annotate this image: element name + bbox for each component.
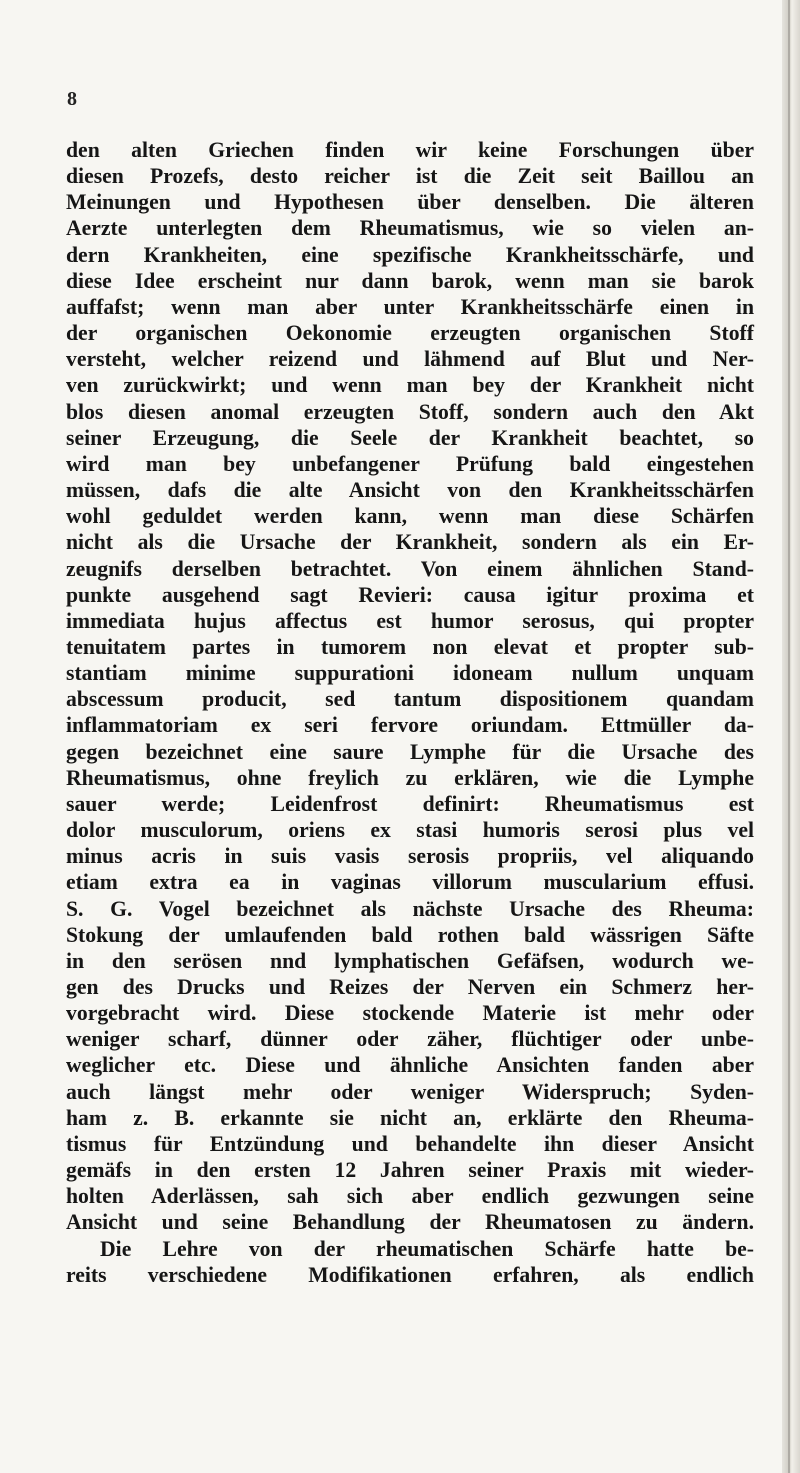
text-line: wird man bey unbefangener Prüfung bald eingestehen — [66, 451, 754, 476]
body-text — [66, 137, 754, 1288]
text-line: in den serösen nnd lymphatischen Gefäfsen, wodurch we- — [66, 948, 754, 973]
text-line: punkte ausgehend sagt Revieri: causa igitur proxima et — [66, 582, 754, 607]
text-line: tenuitatem partes in tumorem non elevat et propter sub- — [66, 634, 754, 659]
text-line: Ansicht und seine Behandlung der Rheumatosen zu ändern. — [66, 1210, 754, 1235]
text-line: reits verschiedene Modifikationen erfahren, als endlich — [66, 1262, 754, 1287]
text-line: dern Krankheiten, eine spezifische Krankheitsschärfe, und — [66, 242, 754, 267]
text-line: gen des Drucks und Reizes der Nerven ein Schmerz her- — [66, 975, 754, 999]
text-line: auffafst; wenn man aber unter Krankheitsschärfe einen in — [66, 294, 754, 319]
text-line: Rheumatismus, ohne freylich zu erklären, wie die Lymphe — [66, 765, 754, 790]
page-edge-shadow — [782, 0, 800, 1473]
page-number: 8 — [67, 88, 77, 110]
text-line: inflammatoriam ex seri fervore oriundam. Ettmüller da- — [66, 713, 754, 738]
text-line: stantiam minime suppurationi idoneam nullum unquam — [66, 661, 754, 686]
text-line: den alten Griechen finden wir keine Forschungen über — [66, 138, 754, 162]
page-edge-line — [788, 0, 790, 1473]
text-line: der organischen Oekonomie erzeugten organischen Stoff — [66, 321, 754, 346]
text-line: Stokung der umlaufenden bald rothen bald wässrigen Säfte — [66, 922, 754, 947]
text-line: diesen Prozefs, desto reicher ist die Zeit seit Baillou an — [66, 164, 754, 189]
text-line: blos diesen anomal erzeugten Stoff, sondern auch den Akt — [66, 399, 754, 424]
text-line: vorgebracht wird. Diese stockende Materie ist mehr oder — [66, 1001, 754, 1026]
text-line: gegen bezeichnet eine saure Lymphe für die Ursache des — [66, 739, 754, 764]
text-line: diese Idee erscheint nur dann barok, wenn man sie barok — [66, 268, 754, 293]
text-line: holten Aderlässen, sah sich aber endlich gezwungen seine — [66, 1184, 754, 1209]
text-line: versteht, welcher reizend und lähmend auf Blut und Ner- — [66, 347, 754, 372]
text-line: weglicher etc. Diese und ähnliche Ansichten fanden aber — [66, 1053, 754, 1078]
text-line: zeugnifs derselben betrachtet. Von einem ähnlichen Stand- — [66, 556, 754, 581]
text-line: ven zurückwirkt; und wenn man bey der Krankheit nicht — [66, 373, 754, 398]
text-line: Aerzte unterlegten dem Rheumatismus, wie so vielen an- — [66, 216, 754, 241]
text-line: immediata hujus affectus est humor serosus, qui propter — [66, 608, 754, 633]
text-line: wohl geduldet werden kann, wenn man diese Schärfen — [66, 504, 754, 529]
text-line: S. G. Vogel bezeichnet als nächste Ursache des Rheuma: — [66, 896, 754, 921]
text-line-paragraph-start: Die Lehre von der rheumatischen Schärfe hatte be- — [100, 1236, 754, 1261]
text-line: gemäfs in den ersten 12 Jahren seiner Praxis mit wieder- — [66, 1158, 754, 1183]
text-line: dolor musculorum, oriens ex stasi humoris serosi plus vel — [66, 818, 754, 843]
text-line: auch längst mehr oder weniger Widerspruch; Syden- — [66, 1079, 754, 1104]
text-line: nicht als die Ursache der Krankheit, sondern als ein Er- — [66, 530, 754, 555]
text-line: tismus für Entzündung und behandelte ihn dieser Ansicht — [66, 1131, 754, 1156]
text-line: abscessum producit, sed tantum dispositionem quandam — [66, 687, 754, 712]
text-line: weniger scharf, dünner oder zäher, flüchtiger oder unbe- — [66, 1027, 754, 1052]
text-line: seiner Erzeugung, die Seele der Krankheit beachtet, so — [66, 425, 754, 450]
text-line: etiam extra ea in vaginas villorum muscularium effusi. — [66, 870, 754, 895]
text-line: sauer werde; Leidenfrost definirt: Rheumatismus est — [66, 791, 754, 816]
text-line: ham z. B. erkannte sie nicht an, erklärte den Rheuma- — [66, 1105, 754, 1130]
text-line: minus acris in suis vasis serosis propriis, vel aliquando — [66, 844, 754, 869]
text-line: müssen, dafs die alte Ansicht von den Krankheitsschärfen — [66, 478, 754, 503]
text-line: Meinungen und Hypothesen über denselben. Die älteren — [66, 190, 754, 215]
